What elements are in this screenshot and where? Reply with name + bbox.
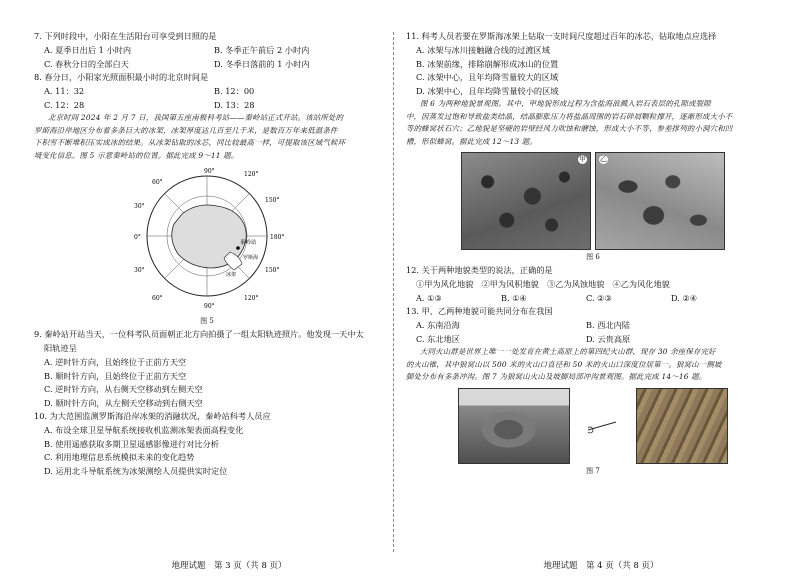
honeycomb-weathering-photo xyxy=(461,152,591,250)
lon-label: 120° xyxy=(244,295,259,302)
lon-label: 150° xyxy=(265,267,280,274)
station-label: 秦岭站 xyxy=(240,240,257,246)
passage-line: 大同火山群是世界上唯一一处发育在黄土高原上的第四纪火山群，现存 30 余座保存完好 xyxy=(420,347,716,356)
q10-stem: 10. 为大范围监测罗斯海沿岸冰架的消融状况，秦岭站科考人员应 xyxy=(34,411,271,421)
q11-option-d: D. 冰架中心，且年均降雪量较小的区域 xyxy=(416,85,559,96)
passage-line: 境变化信息。图 5 示意秦岭站的位置。据此完成 9～11 题。 xyxy=(34,150,239,160)
lon-label: 90° xyxy=(204,303,215,310)
passage-line: 槽，形似蜂窝。据此完成 12～13 题。 xyxy=(406,136,537,146)
q10-option-b: B. 使用遥感获取多期卫星遥感影像进行对比分析 xyxy=(44,438,219,449)
q9-option-c: C. 逆时针方向，从右侧天空移动到左侧天空 xyxy=(44,384,203,394)
left-page xyxy=(0,0,390,579)
q10-option-a: A. 布设全球卫星导航系统接收机监测冰架表面高程变化 xyxy=(44,425,244,435)
figure-tag-jia: 甲 xyxy=(579,155,586,163)
q7-options xyxy=(34,44,380,71)
q7-option-c: C. 春秋分日的全部白天 xyxy=(44,58,129,69)
figure-5-caption: 图 5 xyxy=(200,317,214,325)
q13-option-d: D. 云贵高原 xyxy=(586,333,631,344)
wind-erosion-photo xyxy=(595,152,725,250)
passage-line: 等的蜂窝状石穴；乙地貌是坚硬的岩壁经风力吹蚀和磨蚀，形成大小不等、参差排列的小洞穴和凹 xyxy=(406,124,733,133)
figure-7 xyxy=(406,388,780,464)
passage-line: 脚处分布有多条冲沟。图 7 为狼窝山火山及坡脚局部冲沟景观图。据此完成 14～16 题。 xyxy=(406,372,707,381)
q11-stem: 11. 科考人员若要在罗斯海冰架上钻取一支时间尺度超过百年的冰芯，钻取地点应选择 xyxy=(406,31,717,41)
q8-option-d: D. 13：28 xyxy=(214,99,255,110)
q12-options xyxy=(406,292,780,306)
q11-option-b: B. 冰架前缘，排除崩解形成冰山的位置 xyxy=(416,58,559,69)
q10-option-d: D. 运用北斗导航系统为冰架测绘人员提供实时定位 xyxy=(44,465,228,476)
q11-option-a: A. 冰架与冰川接触融合线的过渡区域 xyxy=(416,45,550,55)
right-page xyxy=(400,0,790,579)
figure-6 xyxy=(406,152,780,250)
lon-label: 120° xyxy=(244,171,259,178)
page-footer-left: 地理试题 第 3 页（共 8 页） xyxy=(171,561,287,571)
q9-stem-cont: 阳轨迹呈 xyxy=(44,343,77,353)
q8-option-b: B. 12：00 xyxy=(214,86,255,96)
lon-label: 150° xyxy=(265,197,280,204)
passage-line: 的火山锥，其中狼窝山以 500 米的火山口直径和 50 米的火山口深度位居第一。狼窝山一侧坡 xyxy=(406,359,722,369)
q8-stem: 8. 春分日，小阳家光照面积最小时的北京时间是 xyxy=(34,72,209,82)
q7-option-a: A. 夏季日出后 1 小时内 xyxy=(44,45,132,55)
lon-label: 60° xyxy=(152,179,163,186)
passage-line: 图 6 为两种地貌景观图。其中，甲地貌形成过程为含盐海浪溅入岩石表层的孔隙或裂隙 xyxy=(420,99,711,108)
q9-option-d: D. 顺时针方向，从左侧天空移动到右侧天空 xyxy=(44,397,203,408)
lon-label: 0° xyxy=(134,234,141,241)
passage-line: 中，因蒸发过饱和导致盐类结晶，结晶膨胀压力将盐晶周围的岩石碎屑颗粒撑开，逐渐形成大小不 xyxy=(406,111,733,121)
q13-options xyxy=(406,319,780,346)
lon-label: 180° xyxy=(270,234,285,241)
q7-option-d: D. 冬季日落前的 1 小时内 xyxy=(214,58,310,69)
q7-stem: 7. 下列时段中，小阳在生活阳台可享受到日照的是 xyxy=(34,31,217,41)
q12-option-d: D. ②④ xyxy=(671,292,698,303)
passage-line: 罗斯海沿岸地区分布着多条巨大的冰架，冰架厚度达几百至几千米，是数百万年来低温条件 xyxy=(34,125,338,135)
q12-statements: ①甲为风化地貌 ②甲为风积地貌 ③乙为风蚀地貌 ④乙为风化地貌 xyxy=(416,279,670,289)
q7-option-b: B. 冬季正午前后 2 小时内 xyxy=(214,45,310,55)
lon-label: 90° xyxy=(204,168,215,175)
q10-option-c: C. 利用地理信息系统模拟未来的变化趋势 xyxy=(44,452,195,462)
q8-option-a: A. 11：32 xyxy=(44,86,85,96)
q13-option-c: C. 东北地区 xyxy=(416,333,460,344)
figure-tag-yi: 乙 xyxy=(600,155,607,163)
passage-line: 下积雪不断堆积压实成冰的结果。从冰架钻取的冰芯，同比较最高一样，可提取该区域气候环 xyxy=(34,138,346,147)
q12-option-c: C. ②③ xyxy=(586,292,612,303)
volcano-crater-photo xyxy=(458,388,570,464)
figure-7-caption: 图 7 xyxy=(586,466,600,475)
q13-stem: 13. 甲、乙两种地貌可能共同分布在我国 xyxy=(406,306,553,316)
figure-6-caption: 图 6 xyxy=(586,253,600,261)
q11-option-c: C. 冰架中心，且年均降雪量较大的区域 xyxy=(416,72,559,82)
q8-option-c: C. 12：28 xyxy=(44,99,85,110)
callout-arrow xyxy=(588,416,618,436)
gully-detail-photo xyxy=(636,388,728,464)
shelf-label: 冰架 xyxy=(226,272,237,278)
lon-label: 30° xyxy=(134,203,145,210)
q8-options xyxy=(34,85,380,112)
q9-stem: 9. 秦岭站开站当天，一位科考队员面朝正北方向拍摄了一组太阳轨迹照片。他发现一天中太 xyxy=(34,329,364,339)
lon-label: 30° xyxy=(134,267,145,274)
lon-label: 60° xyxy=(152,295,163,302)
passage-line: 北京时间 2024 年 2 月 7 日，我国第五座南极科考站——秦岭站正式开站。该站所处的 xyxy=(48,113,344,122)
qinling-station-marker xyxy=(236,246,240,250)
q12-option-b: B. ①④ xyxy=(501,292,527,303)
page-footer-right: 地理试题 第 4 页（共 8 页） xyxy=(543,561,659,571)
q12-option-a: A. ①③ xyxy=(416,292,442,303)
antarctica-map xyxy=(112,164,302,314)
sea-label: 罗斯海 xyxy=(243,255,259,261)
q13-option-a: A. 东南沿海 xyxy=(416,320,460,330)
q9-option-a: A. 逆时针方向，且始终位于正前方天空 xyxy=(44,357,187,367)
q13-option-b: B. 西北内陆 xyxy=(586,320,630,330)
q12-stem: 12. 关于两种地貌类型的说法，正确的是 xyxy=(406,265,553,275)
q9-option-b: B. 顺时针方向，且始终位于正前方天空 xyxy=(44,370,187,381)
page-divider xyxy=(393,32,394,552)
